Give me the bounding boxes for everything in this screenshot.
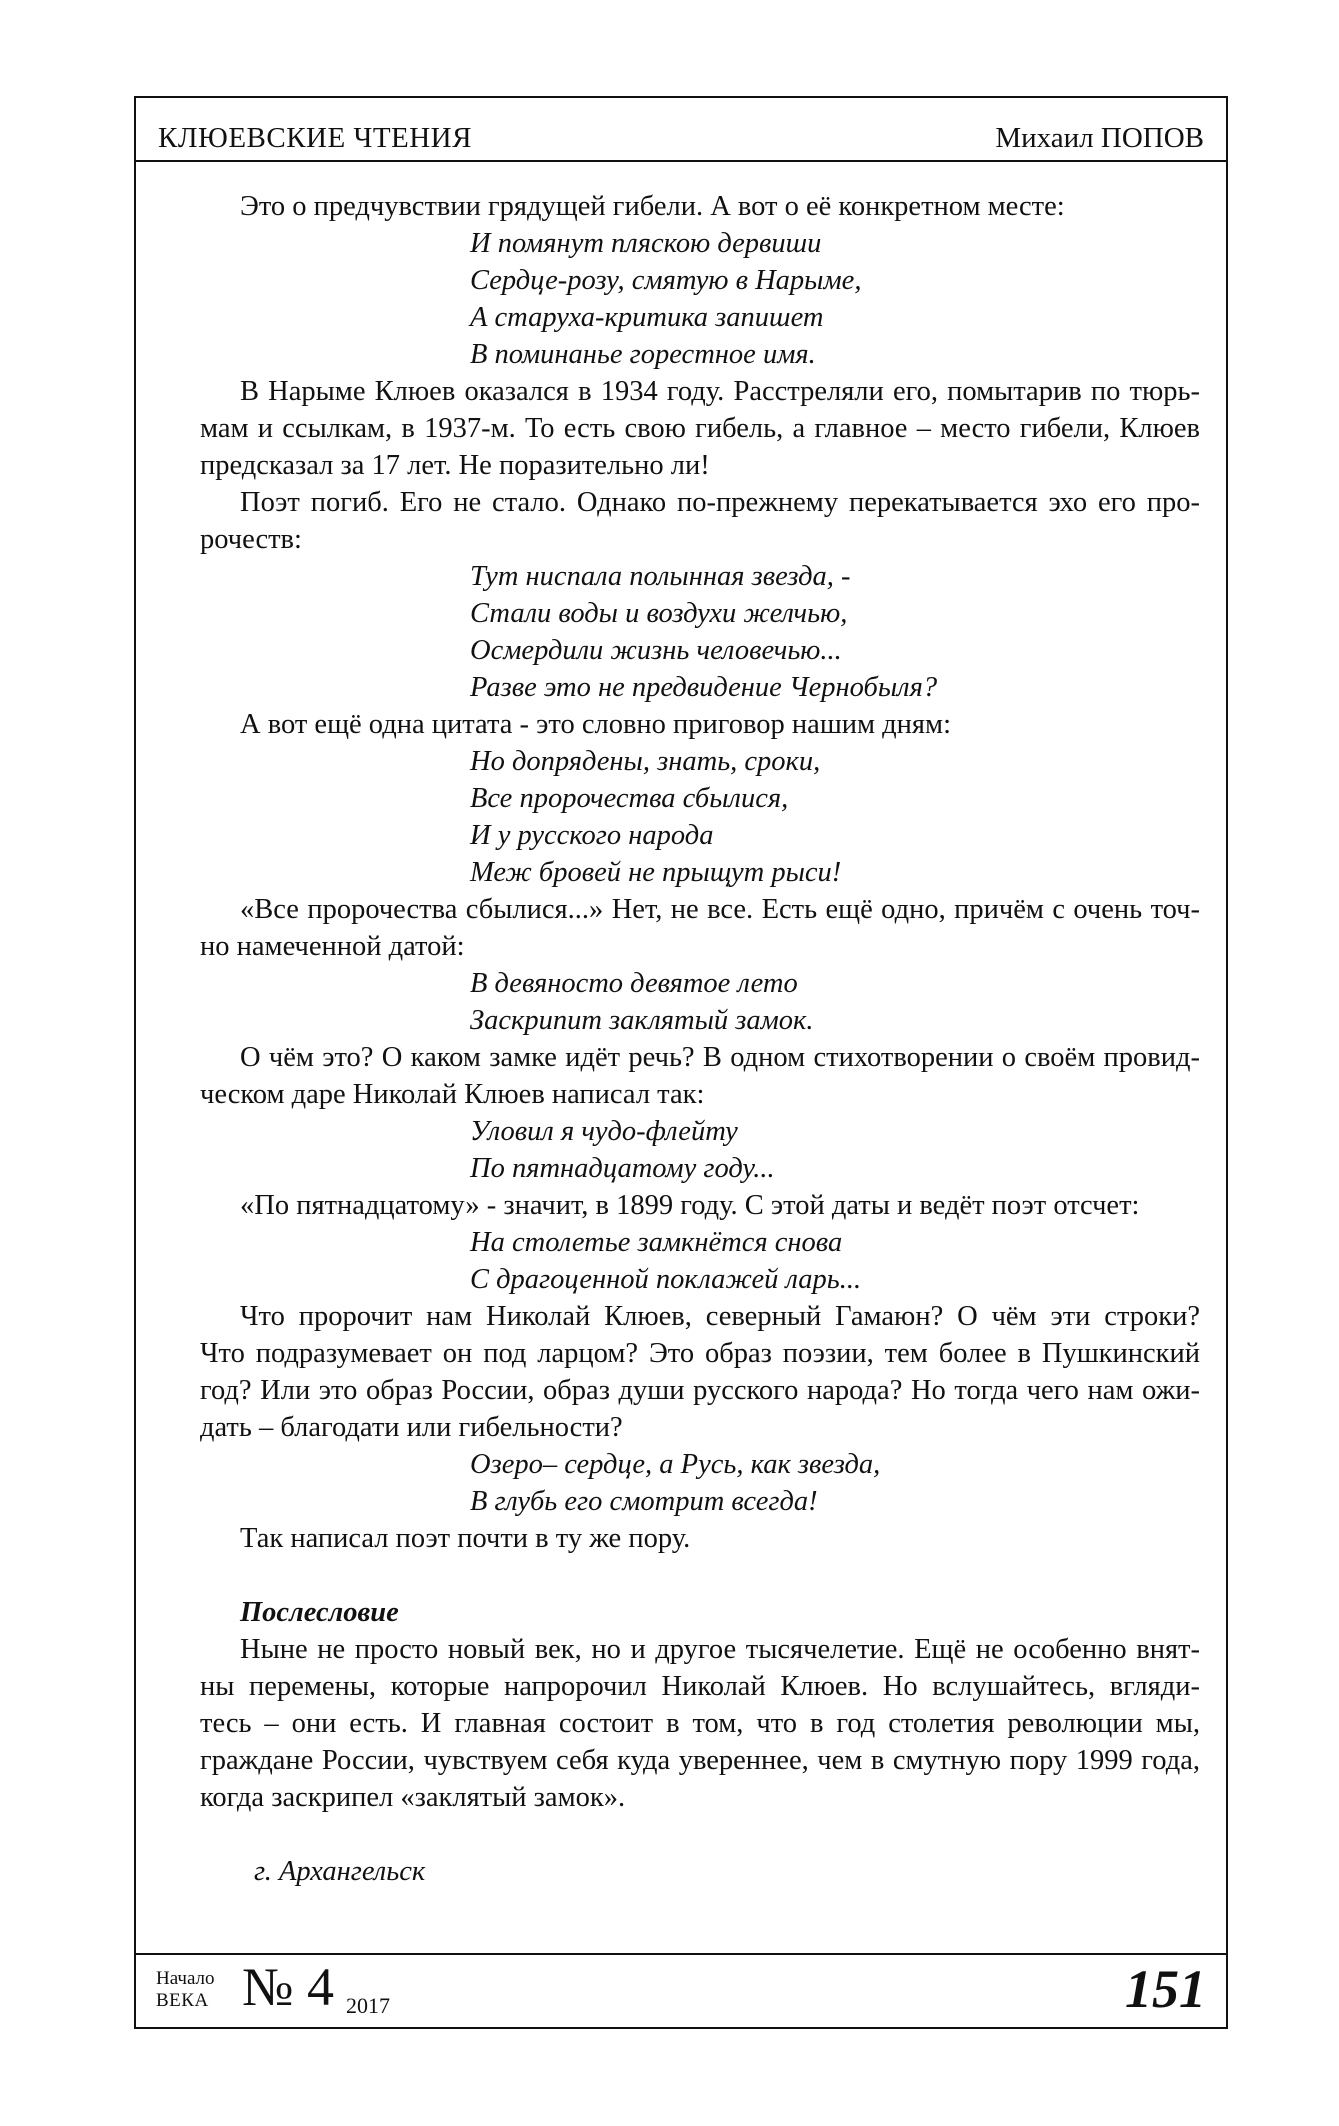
verse-line: А старуха-критика запишет <box>470 302 824 333</box>
text-line: Ныне не просто новый век, но и другое тысячелетие. Ещё не особенно внят- <box>240 1634 1200 1665</box>
afterword-heading: Послесловие <box>240 1597 399 1628</box>
verse-line: С драгоценной поклажей ларь... <box>470 1264 862 1295</box>
text-line: «Все пророчества сбылися...» Нет, не все. Есть ещё одно, причём с очень точ- <box>240 894 1200 925</box>
verse-line: По пятнадцатому году... <box>470 1153 775 1184</box>
verse-line: Осмердили жизнь человечью... <box>470 635 842 666</box>
verse-quote <box>200 558 1200 706</box>
text-line: Поэт погиб. Его не стало. Однако по-прежнему перекатывается эхо его про- <box>240 487 1200 518</box>
text-line: Что подразумевает он под ларцом? Это образ поэзии, тем более в Пушкинский <box>200 1338 1200 1369</box>
paragraph: Так написал поэт почти в ту же пору. <box>240 1523 691 1554</box>
article-author: Михаил ПОПОВ <box>995 122 1204 154</box>
page-frame <box>134 96 1228 2029</box>
running-header <box>136 98 1226 162</box>
verse-line: Озеро– сердце, а Русь, как звезда, <box>470 1449 881 1480</box>
verse-line: Меж бровей не прыщут рыси! <box>470 857 842 888</box>
text-line: но намеченной датой: <box>200 931 465 962</box>
verse-line: Но допрядены, знать, сроки, <box>470 746 821 777</box>
verse-quote <box>200 1446 1200 1520</box>
spacer <box>200 1816 1200 1853</box>
text-line: рочеств: <box>200 524 302 555</box>
paragraph <box>200 1039 1200 1113</box>
text-line: ческом даре Николай Клюев написал так: <box>200 1079 705 1110</box>
paragraph <box>200 891 1200 965</box>
text-line: год? Или это образ России, образ души русского народа? Но тогда чего нам ожи- <box>200 1375 1200 1406</box>
verse-line: На столетье замкнётся снова <box>470 1227 843 1258</box>
verse-quote <box>200 965 1200 1039</box>
verse-line: Сердце-розу, смятую в Нарыме, <box>470 265 862 296</box>
place-signature: г. Архангельск <box>254 1856 426 1887</box>
page-number: 151 <box>1125 1959 1206 2019</box>
verse-line: И помянут пляскою дервиши <box>470 228 822 259</box>
verse-line: В глубь его смотрит всегда! <box>470 1486 818 1517</box>
magazine-logo-top: Начало <box>156 1968 215 1989</box>
page-footer <box>136 1953 1226 2027</box>
text-line: граждане России, чувствуем себя куда увереннее, чем в смутную пору 1999 года, <box>200 1745 1200 1776</box>
paragraph: Это о предчувствии грядущей гибели. А вот о её конкретном месте: <box>240 191 1065 222</box>
verse-line: И у русского народа <box>470 820 714 851</box>
verse-line: Уловил я чудо-флейту <box>470 1116 738 1147</box>
verse-line: В девяносто девятое лето <box>470 968 798 999</box>
verse-quote <box>200 743 1200 891</box>
verse-quote <box>200 225 1200 373</box>
paragraph: А вот ещё одна цитата - это словно приговор нашим дням: <box>240 709 951 740</box>
verse-line: Все пророчества сбылися, <box>470 783 789 814</box>
text-line: Что пророчит нам Николай Клюев, северный Гамаюн? О чём эти строки? <box>240 1301 1200 1332</box>
paragraph: «По пятнадцатому» - значит, в 1899 году. С этой даты и ведёт поэт отсчет: <box>240 1190 1140 1221</box>
text-line: мам и ссылкам, в 1937-м. То есть свою гибель, а главное – место гибели, Клюев <box>200 413 1200 444</box>
text-line: О чём это? О каком замке идёт речь? В одном стихотворении о своём провид- <box>240 1042 1200 1073</box>
verse-quote <box>200 1224 1200 1298</box>
paragraph <box>200 373 1200 484</box>
text-line: ны перемены, которые напророчил Николай Клюев. Но вслушайтесь, вгляди- <box>200 1671 1200 1702</box>
magazine-logo-bottom: ВЕКА <box>156 1990 209 2011</box>
issue-year: 2017 <box>346 1993 390 2018</box>
text-line: когда заскрипел «заклятый замок». <box>200 1782 626 1813</box>
spacer <box>200 1557 1200 1594</box>
section-title: КЛЮЕВСКИЕ ЧТЕНИЯ <box>158 122 472 154</box>
verse-line: Стали воды и воздухи желчью, <box>470 598 848 629</box>
paragraph <box>200 1298 1200 1446</box>
verse-line: Разве это не предвидение Чернобыля? <box>470 672 938 703</box>
text-line: В Нарыме Клюев оказался в 1934 году. Расстреляли его, помытарив по тюрь- <box>240 376 1200 407</box>
verse-line: В поминанье горестное имя. <box>470 339 816 370</box>
verse-line: Тут ниспала полынная звезда, - <box>470 561 851 592</box>
verse-line: Заскрипит заклятый замок. <box>470 1005 814 1036</box>
text-line: тесь – они есть. И главная состоит в том, что в год столетия революции мы, <box>200 1708 1200 1739</box>
paragraph <box>200 484 1200 558</box>
afterword-paragraph <box>200 1631 1200 1816</box>
text-line: предсказал за 17 лет. Не поразительно ли! <box>200 450 710 481</box>
text-line: дать – благодати или гибельности? <box>200 1412 623 1443</box>
verse-quote <box>200 1113 1200 1187</box>
issue-number: № 4 <box>242 1957 335 2017</box>
article-body <box>200 188 1200 1890</box>
